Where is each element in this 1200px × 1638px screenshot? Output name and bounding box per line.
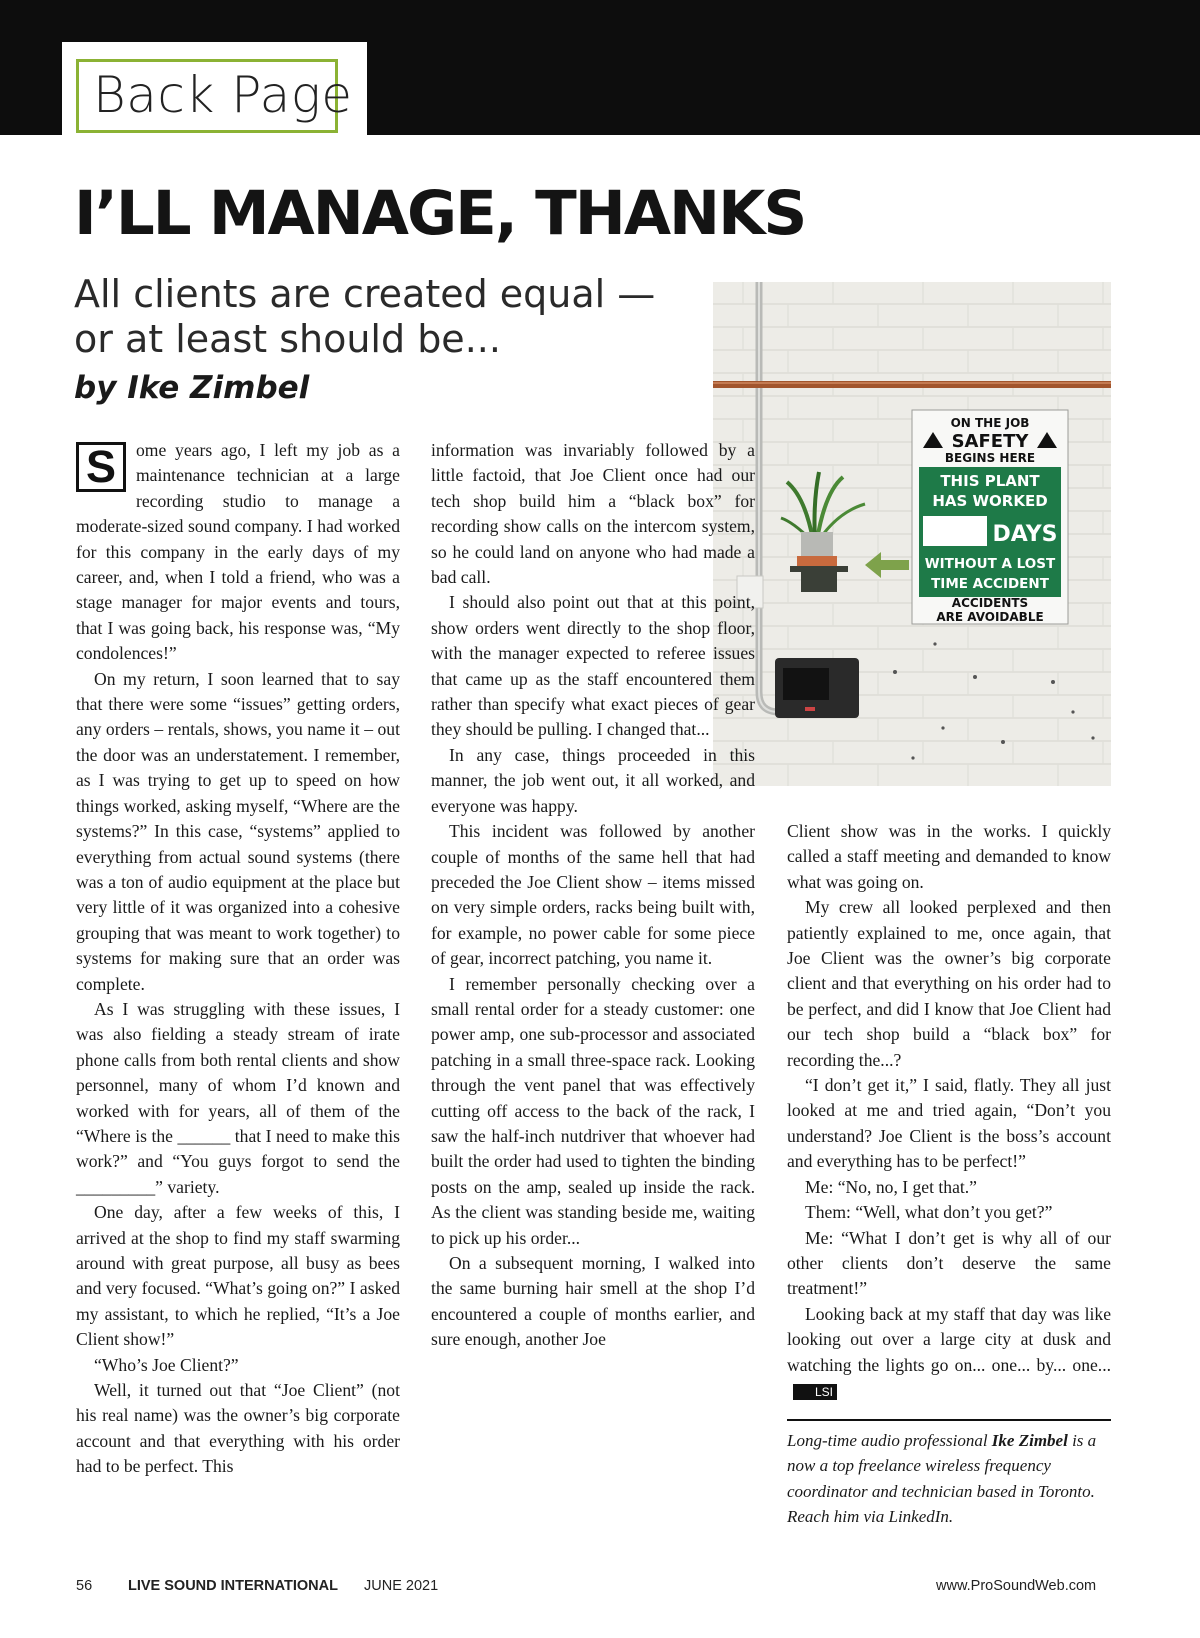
sign-line-7: TIME ACCIDENT [931,576,1049,592]
paragraph: This incident was followed by another couple of months of the same hell that had preceded the Joe Client show – items missed on very simple orders, racks being built with, for example, no power cable for some piece of gear, incorrect patching, you name it. [431,821,755,969]
drop-cap: S [76,442,126,492]
deck [74,272,655,362]
author-bio [787,1428,1111,1530]
paragraph: One day, after a few weeks of this, I arrived at the shop to find my staff swarming around with great purpose, all busy as bees and very focused. “What’s going on?” I asked my assistant, to which he replied, “It’s a Joe Client show!” [76,1202,400,1350]
paragraph: Them: “Well, what don’t you get?” [805,1202,1053,1223]
magazine-name: LIVE SOUND INTERNATIONAL [128,1578,338,1594]
page-number: 56 [76,1578,93,1594]
sign-line-5: HAS WORKED [932,492,1048,510]
article-photo [713,282,1111,786]
sign-days: DAYS [992,522,1058,547]
sign-line-9: ARE AVOIDABLE [936,610,1044,624]
sign-line-4: THIS PLANT [940,472,1040,490]
section-tab-frame [76,59,353,133]
paragraph: Me: “What I don’t get is why all of our other clients don’t deserve the same treatment!” [787,1227,1111,1299]
paragraph: On a subsequent morning, I walked into the same burning hair smell at the shop I’d encountered a couple of months earlier, and sure enough, another Joe [431,1253,755,1350]
paragraph: Well, it turned out that “Joe Client” (not his real name) was the owner’s big corporate account and that everything with his order had to be perfect. This [76,1380,400,1477]
paragraph: On my return, I soon learned that to say that there were some “issues” getting orders, any orders – rentals, shows, you name it – out the door was an understatement. I remember, as I was trying to get up to speed on how things worked, asking myself, “Where are the systems?” In this case, “systems” applied to everything from actual sound systems (there was a ton of audio equipment at the place but very little of it was organized into a cohesive grouping that was meant to work together) to systems for making sure that an order was complete. [76,668,400,994]
paragraph: Client show was in the works. I quickly called a staff meeting and demanded to know what was going on. [787,821,1111,892]
safety-sign [912,410,1068,624]
section-tab [62,42,367,143]
paragraph-last [787,1302,1111,1404]
section-tab-label: Back Page [93,66,353,124]
sign-line-3: BEGINS HERE [944,451,1036,465]
paragraph: In any case, things proceeded in this manner, the job went out, it all worked, and everyone was happy. [431,744,755,816]
paragraph: Me: “No, no, I get that.” [805,1176,977,1197]
website-link[interactable]: www.ProSoundWeb.com [936,1578,1097,1594]
sign-line-8: ACCIDENTS [951,596,1029,610]
bio-rest: is a now a top freelance wireless frequency coordinator and technician based in Toronto. Reach him via LinkedIn. [787,1431,1097,1527]
paragraph: “I don’t get it,” I said, flatly. They all just looked at me and tried again, “Don’t you understand? Joe Client is the boss’s account and everything has to be perfect!” [787,1075,1111,1172]
bio-divider [787,1419,1111,1421]
deck-line-1: All clients are created equal — [74,272,656,316]
issue-date: JUNE 2021 [364,1578,439,1594]
bio-author-name: Ike Zimbel [991,1431,1068,1450]
deck-line-2: or at least should be... [74,317,501,361]
headline: I’LL MANAGE, THANKS [74,178,806,249]
article-column-2 [431,438,755,1353]
paragraph: information was invariably followed by a little factoid, that Joe Client once had our tech shop build him a “black box” for recording show calls on the intercom system, so he could land on anyone who had made a bad call. [431,440,755,588]
article-column-1 [76,438,400,1480]
paragraph: ome years ago, I left my job as a maintenance technician at a large recording studio to manage a moderate-sized sound company. I had worked for this company in the early days of my career, and, when I told a friend, who was a stage manager for major events and tours, that I was going back, his response was, “My condolences!” [76,440,400,664]
paragraph: I remember personally checking over a small rental order for a steady customer: one power amp, one sub-processor and associated patching in a small three-space rack. Looking through the vent panel that was effectively cutting off access to the back of the rack, I saw the half-inch nutdriver that whoever had built the order had used to tighten the binding posts on the amp, sealed up inside the rack. As the client was standing beside me, waiting to pick up his order... [431,973,755,1248]
article-column-3 [787,819,1111,1403]
paragraph: I should also point out that at this point, show orders went directly to the shop floor, with the manager expected to referee issues that came up as the staff encountered them rather than specify what exact pieces of gear they should be pulling. I changed that... [431,592,755,740]
sign-line-6: WITHOUT A LOST [924,556,1056,572]
sign-line-2: SAFETY [951,431,1029,452]
paragraph: As I was struggling with these issues, I was also fielding a steady stream of irate phone calls from both rental clients and show personnel, many of whom I’d known and worked with for years, all of them of the “Where is the ______ that I need to make this work?” and “You guys forgot to send the _________” variety. [76,998,400,1197]
paragraph: “Who’s Joe Client?” [94,1354,239,1375]
end-mark-badge: LSI [793,1384,837,1400]
sign-line-1: ON THE JOB [950,416,1030,430]
bio-prefix: Long-time audio professional [787,1431,992,1450]
paragraph: My crew all looked perplexed and then patiently explained to me, once again, that Joe Client was the owner’s big corporate client and that everything on his order had to be perfect, and did I know that Joe Client had our tech shop build a “black box” for recording the...? [787,897,1111,1070]
closing-text: Looking back at my staff that day was like looking out over a large city at dusk and watching the lights go on... one... by... one... [787,1303,1111,1375]
byline: by Ike Zimbel [74,370,310,406]
